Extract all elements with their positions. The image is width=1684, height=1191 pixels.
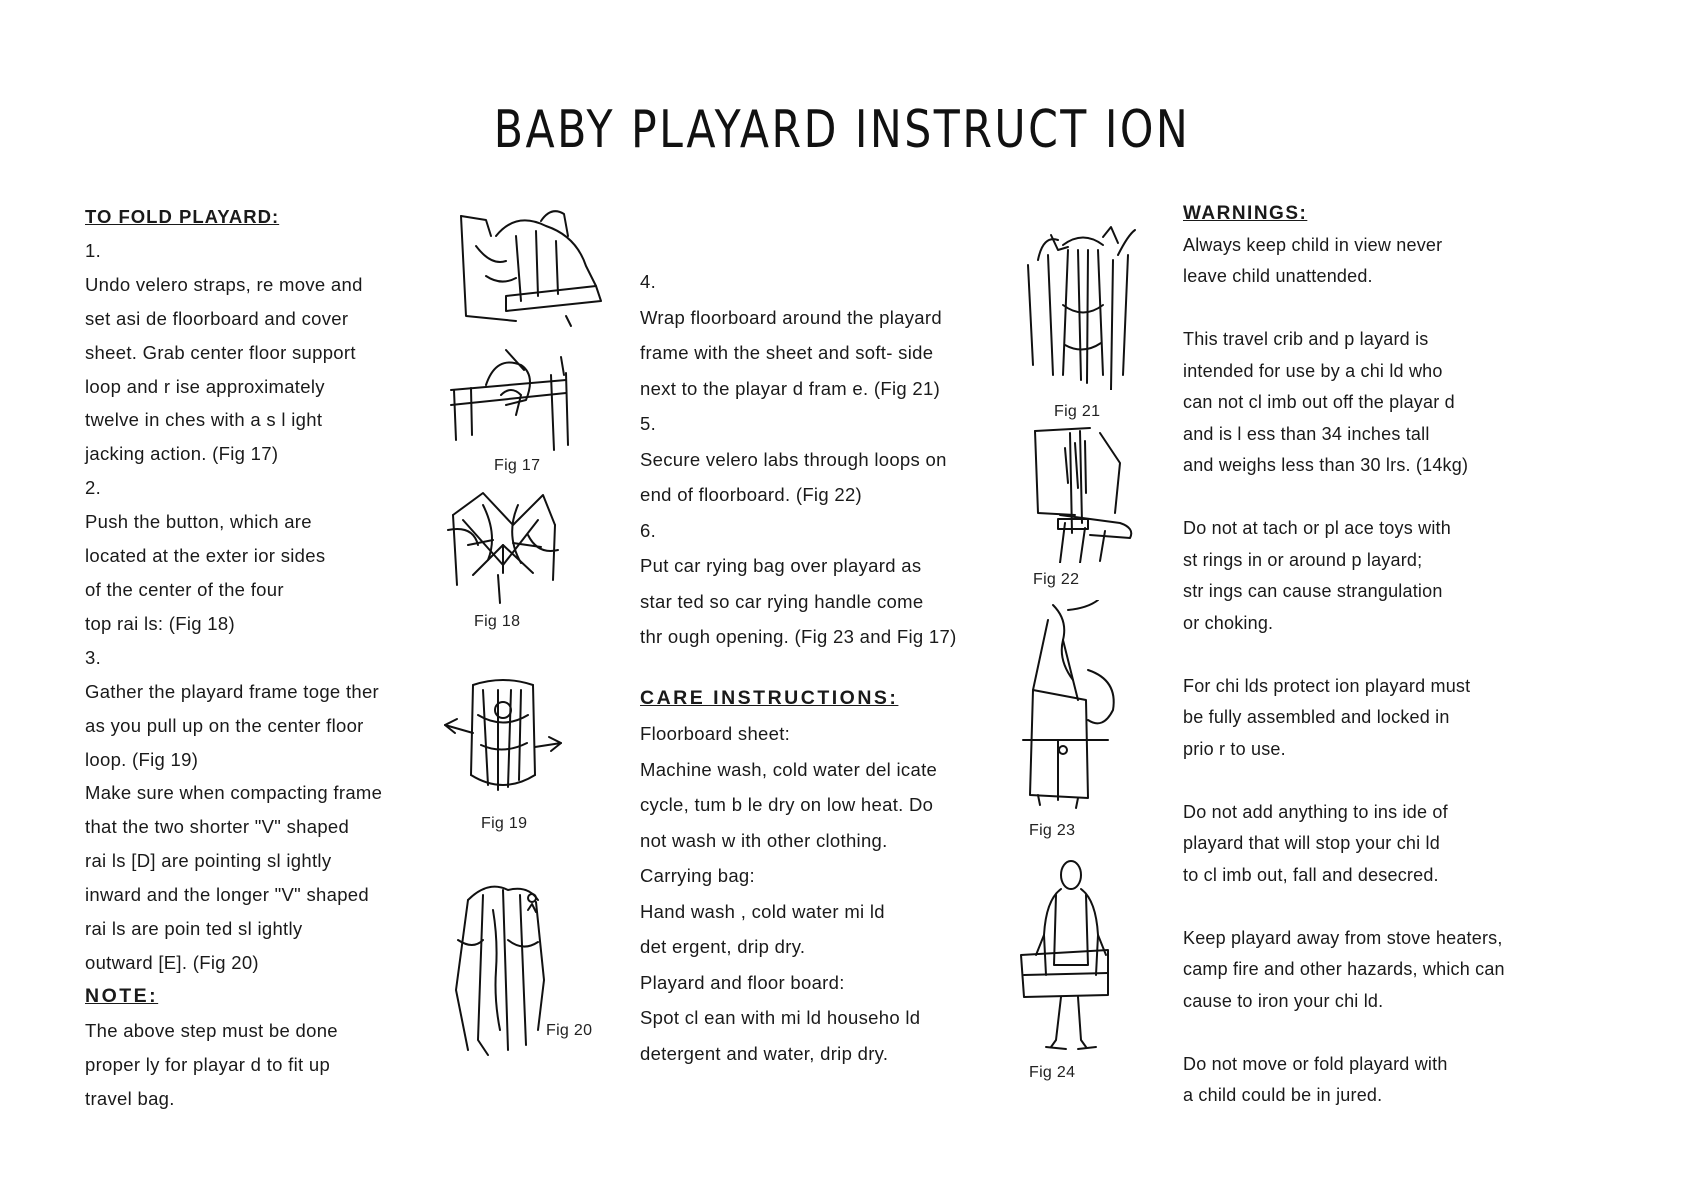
warning-line: st rings in or around p layard;	[1183, 549, 1423, 570]
step-line: end of floorboard. (Fig 22)	[640, 484, 862, 505]
warning-paragraph	[1183, 230, 1573, 293]
fold-line: sheet. Grab center floor support	[85, 341, 356, 363]
fig-18-illustration	[443, 485, 563, 630]
fold-line: Gather the playard frame toge ther	[85, 680, 380, 702]
fold-line: 2.	[85, 477, 102, 499]
step-line: Secure velero labs through loops on	[640, 448, 947, 470]
fig-21-label: Fig 21	[1054, 403, 1101, 420]
step-line: next to the playar d fram e. (Fig 21)	[640, 377, 941, 399]
fold-line: rai ls [D] are pointing sl ightly	[85, 850, 332, 872]
fold-line: located at the exter ior sides	[85, 545, 326, 567]
steps-care-column	[640, 264, 1010, 1071]
warning-line: prio r to use.	[1183, 738, 1286, 759]
fold-line: that the two shorter "V" shaped	[85, 816, 350, 838]
fold-line: loop and r ise approximately	[85, 375, 325, 397]
warning-paragraph	[1183, 1049, 1573, 1112]
warning-line: to cl imb out, fall and desecred.	[1183, 864, 1439, 885]
warning-paragraph	[1183, 923, 1573, 1018]
fold-line: of the center of the four	[85, 578, 284, 600]
fold-line: Make sure when compacting frame	[85, 782, 383, 804]
fold-line: top rai ls: (Fig 18)	[85, 612, 235, 634]
care-line: Floorboard sheet:	[640, 723, 791, 744]
care-line: cycle, tum b le dry on low heat. Do	[640, 794, 934, 815]
care-line: Hand wash , cold water mi ld	[640, 900, 885, 922]
fig-19-illustration	[443, 675, 563, 832]
warning-line: Keep playard away from stove heaters,	[1183, 927, 1503, 948]
warning-paragraph	[1183, 671, 1573, 766]
step-line: thr ough opening. (Fig 23 and Fig 17)	[640, 626, 957, 647]
step-line: Put car rying bag over playard as	[640, 555, 922, 576]
fold-line: rai ls are poin ted sl ightly	[85, 918, 303, 940]
warning-line: cause to iron your chi ld.	[1183, 990, 1384, 1011]
fold-line: Push the button, which are	[85, 511, 312, 533]
warning-line: Do not add anything to ins ide of	[1183, 801, 1448, 822]
fig-21-illustration	[1023, 225, 1143, 420]
warning-line: and is l ess than 34 inches tall	[1183, 423, 1430, 444]
fold-line: loop. (Fig 19)	[85, 748, 199, 770]
fold-line: 1.	[85, 239, 102, 261]
warning-paragraph	[1183, 513, 1573, 639]
step-line: 6.	[640, 519, 657, 541]
care-line: Playard and floor board:	[640, 971, 845, 993]
warning-line: can not cl imb out off the playar d	[1183, 392, 1455, 412]
care-line: Spot cl ean with mi ld househo ld	[640, 1007, 921, 1028]
warning-line: camp fire and other hazards, which can	[1183, 959, 1505, 979]
warning-line: str ings can cause strangulation	[1183, 581, 1443, 601]
warning-line: or choking.	[1183, 612, 1274, 633]
warning-line: playard that will stop your chi ld	[1183, 833, 1440, 853]
warning-paragraph	[1183, 797, 1573, 892]
note-heading: NOTE:	[85, 984, 159, 1007]
care-line: not wash w ith other clothing.	[640, 829, 888, 851]
fold-line: 3.	[85, 646, 102, 668]
fold-heading: TO FOLD PLAYARD:	[85, 206, 280, 227]
fold-line: twelve in ches with a s l ight	[85, 409, 323, 431]
fig-20-label: Fig 20	[546, 1022, 593, 1039]
fold-line: inward and the longer "V" shaped	[85, 884, 369, 906]
fold-line: outward [E]. (Fig 20)	[85, 951, 259, 973]
fig-20-illustration	[448, 880, 593, 1060]
warnings-column	[1183, 198, 1573, 1112]
fold-line: jacking action. (Fig 17)	[85, 443, 279, 465]
fold-line: Undo velero straps, re move and	[85, 273, 363, 295]
warning-line: Always keep child in view never	[1183, 234, 1443, 255]
step-line: star ted so car rying handle come	[640, 590, 924, 612]
step-line: Wrap floorboard around the playard	[640, 306, 942, 328]
fold-line: set asi de floorboard and cover	[85, 307, 349, 329]
fig-17b-illustration	[446, 345, 586, 474]
warning-line: leave child unattended.	[1183, 266, 1373, 286]
step-line: frame with the sheet and soft- side	[640, 342, 934, 363]
fig-17-label: Fig 17	[494, 457, 541, 474]
fig-19-label: Fig 19	[481, 815, 528, 832]
warning-line: Do not at tach or pl ace toys with	[1183, 518, 1451, 538]
care-heading: CARE INSTRUCTIONS:	[640, 686, 899, 709]
warning-line: intended for use by a chi ld who	[1183, 360, 1443, 381]
warnings-heading: WARNINGS:	[1183, 203, 1308, 224]
fig-24-label: Fig 24	[1029, 1064, 1076, 1081]
warning-line: For chi lds protect ion playard must	[1183, 675, 1471, 696]
fig-23-illustration	[1018, 600, 1128, 839]
fig-18-label: Fig 18	[474, 613, 521, 630]
care-line: detergent and water, drip dry.	[640, 1042, 889, 1064]
fold-instructions-column	[85, 200, 430, 1115]
step-line: 5.	[640, 413, 657, 434]
fig-24-illustration	[1016, 855, 1126, 1081]
fold-line: as you pull up on the center floor	[85, 714, 364, 736]
care-line: det ergent, drip dry.	[640, 936, 806, 957]
fig-22-label: Fig 22	[1033, 571, 1080, 588]
warning-paragraph	[1183, 324, 1573, 482]
warning-line: and weighs less than 30 lrs. (14kg)	[1183, 455, 1469, 475]
fig-23-label: Fig 23	[1029, 822, 1076, 839]
note-line: The above step must be done	[85, 1019, 338, 1041]
warning-line: Do not move or fold playard with	[1183, 1053, 1448, 1074]
note-line: travel bag.	[85, 1087, 175, 1109]
warning-line: be fully assembled and locked in	[1183, 707, 1450, 727]
warning-line: This travel crib and p layard is	[1183, 329, 1429, 349]
note-line: proper ly for playar d to fit up	[85, 1053, 331, 1075]
fig-22-illustration	[1030, 423, 1140, 588]
fig-17a-illustration	[446, 206, 606, 331]
care-line: Carrying bag:	[640, 865, 755, 886]
document-title: BABY PLAYARD INSTRUCT ION	[493, 100, 1191, 160]
warning-line: a child could be in jured.	[1183, 1085, 1383, 1105]
step-line: 4.	[640, 271, 657, 292]
care-line: Machine wash, cold water del icate	[640, 758, 938, 780]
